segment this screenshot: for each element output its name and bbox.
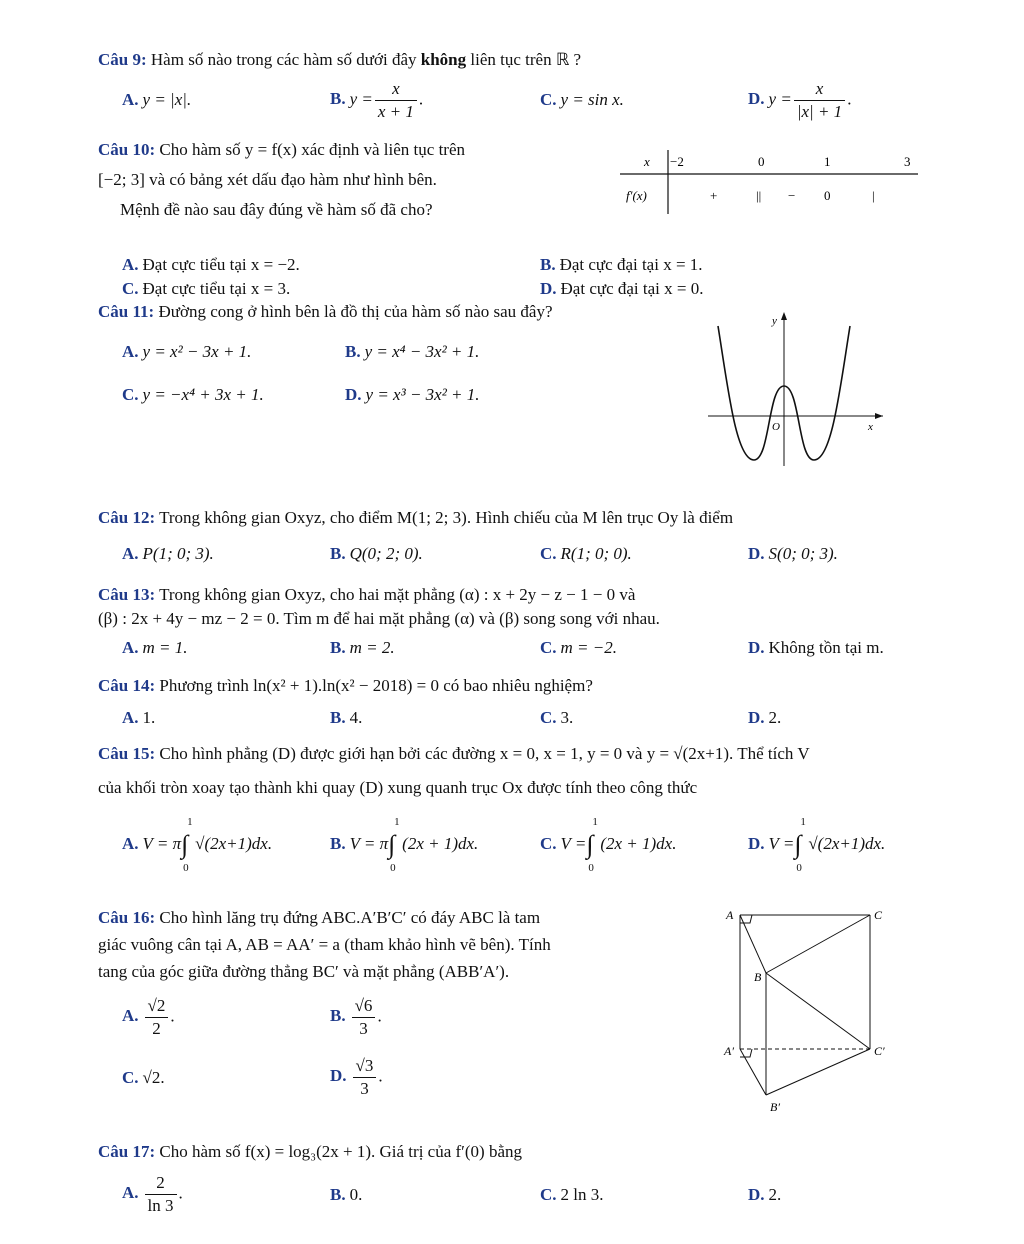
option-label: B. (330, 1185, 346, 1204)
q11-stem (98, 302, 553, 322)
q10-line3: Mệnh đề nào sau đây đúng về hàm số đã cho? (120, 200, 433, 219)
q17-c-text: 2 ln 3. (560, 1185, 604, 1204)
table-sign: || (756, 188, 762, 203)
option-label: A. (122, 544, 139, 563)
q11-c-text: y = −x⁴ + 3x + 1. (142, 385, 264, 404)
denominator: x + 1 (377, 102, 414, 121)
q11-text: Đường cong ở hình bên là đồ thị của hàm số nào sau đây? (158, 302, 553, 321)
vertex-b1: B′ (770, 1100, 780, 1114)
q17-b-text: 0. (349, 1185, 363, 1204)
option-label: C. (540, 833, 557, 853)
q16-line1: Cho hình lăng trụ đứng ABC.A′B′C′ có đáy ABC là tam (159, 908, 541, 927)
q16-option-a[interactable]: A. $\frac{√2}{2}$ . (122, 996, 175, 1038)
option-label: C. (122, 1068, 139, 1087)
q15-a-body: √(2x+1)dx. (195, 833, 273, 853)
q15-c-body: (2x + 1)dx. (600, 833, 677, 853)
q16-line3: tang của góc giữa đường thẳng BC′ và mặt phẳng (ABB′A′). (98, 962, 510, 981)
q17-d-text: 2. (768, 1185, 782, 1204)
q10-option-a[interactable] (122, 255, 300, 275)
q16-line2: giác vuông cân tại A, AB = AA′ = a (tham khảo hình vẽ bên). Tính (98, 935, 551, 954)
q10-d-text: Đạt cực đại tại x = 0. (560, 279, 704, 298)
origin-label: O (772, 421, 780, 433)
q12-c-text: R(1; 0; 0). (560, 544, 632, 563)
q11-option-b[interactable] (345, 342, 479, 362)
q14-stem (98, 676, 593, 696)
q13-line1: Trong không gian Oxyz, cho hai mặt phẳng (α) : x + 2y − z − 1 − 0 và (159, 585, 636, 604)
q12-option-b[interactable] (330, 544, 423, 564)
q10-option-c[interactable] (122, 279, 290, 299)
q16-option-d[interactable]: D. $\frac{√3}{3}$ . (330, 1056, 383, 1098)
q11-graph (708, 308, 888, 468)
vertex-a1: A′ (724, 1044, 734, 1058)
q12-option-a[interactable] (122, 544, 214, 564)
numerator: 2 (145, 1172, 177, 1195)
q15-b-lhs: V = π (349, 833, 389, 853)
table-value: −2 (670, 154, 684, 169)
int-upper: 1 (394, 816, 400, 828)
option-label: A. (122, 255, 139, 274)
option-label: D. (748, 1185, 765, 1204)
int-lower: 0 (588, 862, 594, 874)
option-label: B. (330, 544, 346, 563)
q17-a-fraction (145, 1172, 177, 1217)
q10-b-text: Đạt cực đại tại x = 1. (559, 255, 703, 274)
option-label: B. (330, 89, 346, 109)
option-label: B. (330, 833, 346, 853)
q15-d-body: √(2x+1)dx. (808, 833, 886, 853)
q12-d-text: S(0; 0; 3). (768, 544, 838, 563)
numerator: √2 (145, 995, 169, 1018)
option-label: D. (748, 833, 765, 853)
table-sign: − (788, 188, 796, 203)
table-value: 0 (758, 154, 765, 169)
option-label: C. (540, 638, 557, 657)
q10-number: Câu 10: (98, 140, 156, 159)
q12-stem (98, 508, 733, 528)
q17-option-c[interactable] (540, 1185, 604, 1205)
option-label: B. (330, 708, 346, 727)
table-sign: + (710, 188, 718, 203)
option-label: A. (122, 342, 139, 361)
q13-line2: (β) : 2x + 4y − mz − 2 = 0. Tìm m để hai mặt phẳng (α) và (β) song song với nhau. (98, 609, 660, 628)
option-label: B. (330, 638, 346, 657)
q13-option-b[interactable] (330, 638, 395, 658)
q17-option-d[interactable] (748, 1185, 781, 1205)
option-label: D. (345, 385, 362, 404)
q13-b-text: m = 2. (349, 638, 395, 657)
q13-number: Câu 13: (98, 585, 156, 604)
q10-c-text: Đạt cực tiểu tại x = 3. (142, 279, 291, 298)
q10-a-text: Đạt cực tiểu tại x = −2. (142, 255, 300, 274)
q9-b-fraction (375, 78, 417, 123)
q9-d-lhs: y = (768, 89, 792, 109)
q13-c-text: m = −2. (560, 638, 618, 657)
q15-option-d[interactable] (748, 816, 886, 874)
q12-b-text: Q(0; 2; 0). (349, 544, 423, 563)
option-label: C. (122, 279, 139, 298)
q14-option-c[interactable] (540, 708, 573, 728)
q14-c-text: 3. (560, 708, 574, 727)
option-label: D. (748, 708, 765, 727)
q14-text: Phương trình ln(x² + 1).ln(x² − 2018) = 0 có bao nhiêu nghiệm? (159, 676, 593, 695)
q9-b-lhs: y = (349, 89, 373, 109)
numerator: x (375, 78, 417, 101)
q13-stem (98, 585, 978, 629)
q16-option-b[interactable]: B. $\frac{√6}{3}$ . (330, 996, 382, 1038)
q9-option-c[interactable] (540, 90, 624, 110)
q15-d-lhs: V = (768, 833, 795, 853)
int-lower: 0 (390, 862, 396, 874)
q17-stem (98, 1142, 522, 1162)
q16-a-fraction (145, 995, 169, 1040)
q9-number: Câu 9: (98, 50, 147, 69)
option-label: C. (540, 544, 557, 563)
q15-option-b[interactable] (330, 816, 479, 874)
table-x-label: x (644, 154, 650, 169)
option-label: A. (122, 638, 139, 657)
q10-line1: Cho hàm số y = f(x) xác định và liên tục trên (159, 140, 465, 159)
q16-c-text: √2. (142, 1068, 165, 1087)
option-label: D. (330, 1066, 347, 1086)
integral-sign: ∫ 1 0 (586, 816, 598, 874)
table-sign: | (872, 188, 875, 203)
q14-d-text: 2. (768, 708, 782, 727)
option-label: B. (330, 1006, 346, 1026)
vertex-a: A (726, 908, 734, 922)
q9-c-text: y = sin x. (560, 90, 624, 109)
q15-option-a[interactable] (122, 816, 273, 874)
int-upper: 1 (187, 816, 193, 828)
option-label: D. (748, 638, 765, 657)
denominator: 3 (360, 1079, 369, 1098)
q13-a-text: m = 1. (142, 638, 188, 657)
vertex-c1: C′ (874, 1044, 885, 1058)
y-label: y (772, 315, 777, 327)
q17-number: Câu 17: (98, 1142, 156, 1161)
integral-sign: ∫ 1 0 (181, 816, 193, 874)
int-upper: 1 (592, 816, 598, 828)
denominator: 3 (359, 1019, 368, 1038)
q14-option-a[interactable] (122, 708, 155, 728)
q17-text: Cho hàm số f(x) = log₃(2x + 1). Giá trị của f′(0) bằng (159, 1142, 523, 1161)
denominator: ln 3 (147, 1196, 174, 1215)
table-sign: 0 (824, 188, 831, 203)
q9-text: Hàm số nào trong các hàm số dưới đây (150, 50, 421, 69)
vertex-c: C (874, 908, 883, 922)
q11-number: Câu 11: (98, 302, 155, 321)
q15-option-c[interactable] (540, 816, 677, 874)
option-label: D. (748, 544, 765, 563)
vertex-b: B (754, 970, 762, 984)
q9-option-b[interactable]: B. y = $\frac{x}{x + 1}$ . (330, 79, 424, 121)
q15-stem (98, 744, 978, 798)
option-label: A. (122, 90, 139, 109)
q14-a-text: 1. (142, 708, 156, 727)
numerator: √6 (352, 995, 376, 1018)
option-label: A. (122, 1006, 139, 1026)
option-label: B. (540, 255, 556, 274)
q15-number: Câu 15: (98, 744, 156, 763)
q15-line2: của khối tròn xoay tạo thành khi quay (D) xung quanh trục Ox được tính theo công thức (98, 778, 698, 797)
numerator: √3 (353, 1055, 377, 1078)
q12-a-text: P(1; 0; 3). (142, 544, 214, 563)
q16-prism-figure (720, 905, 900, 1120)
sign-table (620, 148, 920, 218)
q17-option-a[interactable]: A. $\frac{2}{\ln 3}$ . (122, 1173, 183, 1215)
q15-b-body: (2x + 1)dx. (402, 833, 479, 853)
q16-b-fraction (352, 995, 376, 1040)
integral-sign: ∫ 1 0 (388, 816, 400, 874)
option-label: B. (345, 342, 361, 361)
q13-option-c[interactable] (540, 638, 617, 658)
int-lower: 0 (796, 862, 802, 874)
q14-option-d[interactable] (748, 708, 781, 728)
q13-d-text: Không tồn tại m. (768, 638, 884, 657)
q17-option-b[interactable] (330, 1185, 362, 1205)
q16-d-fraction (353, 1055, 377, 1100)
table-fx-label: f′(x) (626, 188, 647, 203)
integral-sign: ∫ 1 0 (794, 816, 806, 874)
option-label: D. (540, 279, 557, 298)
q16-number: Câu 16: (98, 908, 156, 927)
q14-b-text: 4. (349, 708, 363, 727)
option-label: C. (540, 708, 557, 727)
q9-option-d[interactable]: D. y = $\frac{x}{|x| + 1}$ . (748, 79, 852, 121)
q11-d-text: y = x³ − 3x² + 1. (365, 385, 480, 404)
q9-text-end: liên tục trên ℝ ? (466, 50, 582, 69)
q10-option-b[interactable] (540, 255, 703, 275)
numerator: x (794, 78, 845, 101)
int-upper: 1 (800, 816, 806, 828)
q9-a-text: y = |x|. (142, 90, 192, 109)
q15-a-lhs: V = π (142, 833, 182, 853)
option-label: C. (540, 90, 557, 109)
q11-b-text: y = x⁴ − 3x² + 1. (364, 342, 480, 361)
q11-a-text: y = x² − 3x + 1. (142, 342, 252, 361)
q13-option-a[interactable] (122, 638, 188, 658)
option-label: C. (540, 1185, 557, 1204)
q15-c-lhs: V = (560, 833, 587, 853)
q11-option-d[interactable] (345, 385, 480, 405)
x-label: x (868, 421, 873, 433)
denominator: |x| + 1 (796, 102, 843, 121)
q9-stem (98, 50, 581, 70)
option-label: D. (748, 89, 765, 109)
table-value: 3 (904, 154, 911, 169)
denominator: 2 (152, 1019, 161, 1038)
q16-option-c[interactable] (122, 1068, 165, 1088)
q13-option-d[interactable] (748, 638, 884, 658)
q12-option-c[interactable] (540, 544, 632, 564)
q11-option-a[interactable] (122, 342, 251, 362)
q12-text: Trong không gian Oxyz, cho điểm M(1; 2; 3). Hình chiếu của M lên trục Oy là điểm (159, 508, 734, 527)
option-label: A. (122, 833, 139, 853)
q9-option-a[interactable] (122, 90, 191, 110)
q14-number: Câu 14: (98, 676, 156, 695)
q10-stem (98, 140, 578, 220)
option-label: C. (122, 385, 139, 404)
q9-d-fraction (794, 78, 845, 123)
int-lower: 0 (183, 862, 189, 874)
q9-bold: không (420, 50, 467, 69)
q12-number: Câu 12: (98, 508, 156, 527)
q15-line1: Cho hình phẳng (D) được giới hạn bởi các đường x = 0, x = 1, y = 0 và y = √(2x+1). Thể tích V (159, 744, 810, 763)
q16-stem (98, 904, 688, 985)
q14-option-b[interactable] (330, 708, 362, 728)
q12-option-d[interactable] (748, 544, 838, 564)
q11-option-c[interactable] (122, 385, 264, 405)
table-value: 1 (824, 154, 831, 169)
q10-option-d[interactable] (540, 279, 703, 299)
option-label: A. (122, 1183, 139, 1203)
option-label: A. (122, 708, 139, 727)
q10-line2: [−2; 3] và có bảng xét dấu đạo hàm như hình bên. (98, 170, 437, 189)
